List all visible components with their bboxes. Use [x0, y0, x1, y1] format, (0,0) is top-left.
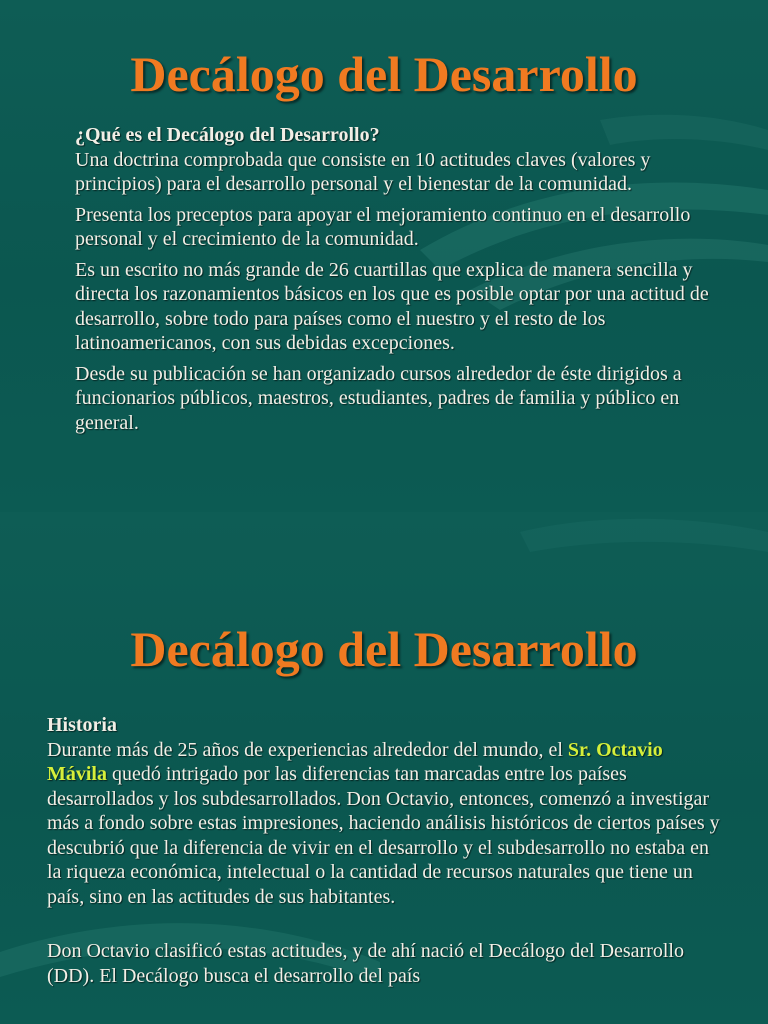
slide-title: Decálogo del Desarrollo	[130, 46, 638, 102]
paragraph-definition: Una doctrina comprobada que consiste en 10 actitudes claves (valores y principios) para el desarrollo personal y el bienestar de la comunidad.	[75, 148, 651, 195]
history-heading: Historia	[47, 714, 117, 736]
paragraph-gap	[47, 915, 727, 939]
slide-2	[0, 512, 768, 1024]
slide-content	[75, 123, 725, 441]
paragraph-history	[47, 738, 727, 910]
history-text-start: Durante más de 25 años de experiencias alrededor del mundo, el	[47, 738, 568, 761]
slide-title: Decálogo del Desarrollo	[130, 621, 638, 677]
history-text-end: quedó intrigado por las diferencias tan marcadas entre los países desarrollados y los subdesarrollados. Don Octavio, entonces, comenzó a investigar más a fondo sobre estas impresiones, haciendo análisis históricos de ciertos países y descubrió que la diferencia de vivir en el desarrollo y el subdesarrollo no estaba en la riqueza económica, intelectual o la cantidad de recursos naturales que tiene un país, sino en las actitudes de sus habitantes.	[47, 763, 720, 908]
paragraph-precepts: Presenta los preceptos para apoyar el mejoramiento continuo en el desarrollo personal y el crecimiento de la comunidad.	[75, 203, 691, 250]
person-name: Sr. Octavio Mávila	[47, 738, 663, 785]
question-heading: ¿Qué es el Decálogo del Desarrollo?	[75, 124, 380, 146]
paragraph-courses: Desde su publicación se han organizado cursos alrededor de éste dirigidos a funcionarios públicos, maestros, estudiantes, padres de familia y público en general.	[75, 362, 682, 434]
paragraph-classification: Don Octavio clasificó estas actitudes, y de ahí nació el Decálogo del Desarrollo (DD). El Decálogo busca el desarrollo del país	[47, 940, 684, 987]
slide-content	[47, 713, 727, 994]
paragraph-writing: Es un escrito no más grande de 26 cuartillas que explica de manera sencilla y directa los razonamientos básicos en los que es posible optar por una actitud de desarrollo, sobre todo para países como el nuestro y el resto de los latinoamericanos, con sus debidas excepciones.	[75, 258, 709, 354]
